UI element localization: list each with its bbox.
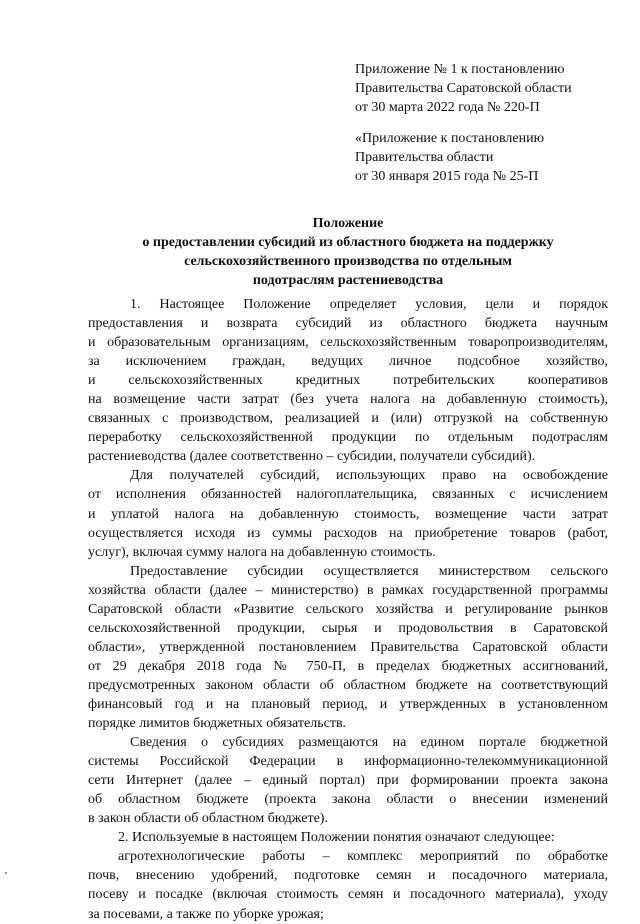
paragraph	[88, 828, 608, 847]
text-line: услуг), включая сумму налога на добавленную стоимость.	[88, 544, 436, 560]
text-line: предоставления и возврата субсидий из областного бюджета научным	[88, 316, 608, 332]
title-line: Положение	[312, 216, 384, 231]
document-body	[88, 295, 608, 924]
text-line: системы Российской Федерации в информационно-телекоммуникационной	[88, 754, 608, 770]
header-line: Правительства Саратовской области	[355, 81, 572, 96]
text-line: почв, внесению удобрений, подготовке семян и посадочного материала,	[88, 868, 608, 884]
text-line: 2. Используемые в настоящем Положении понятия означают следующее:	[118, 830, 555, 846]
text-line: растениеводства (далее соответственно – субсидии, получатели субсидий).	[88, 449, 536, 465]
appendix-header-current	[355, 60, 625, 117]
text-line: за посевами, а также по уборке урожая;	[88, 906, 324, 922]
header-line: Приложение № 1 к постановлению	[355, 62, 565, 77]
paragraph	[88, 847, 608, 923]
text-line: на возмещение части затрат (без учета налога на добавленную стоимость),	[88, 392, 608, 408]
text-line: Сведения о субсидиях размещаются на едином портале бюджетной	[130, 735, 608, 751]
header-line: от 30 марта 2022 года № 220-П	[355, 100, 540, 115]
text-line: переработку сельскохозяйственной продукции по отдельным подотраслям	[88, 430, 608, 446]
text-line: и сельскохозяйственных кредитных потребительских кооперативов	[88, 373, 608, 389]
appendix-header-original	[355, 129, 625, 186]
paragraph	[88, 295, 608, 466]
text-line: сети Интернет (далее – единый портал) при формировании проекта закона	[88, 773, 608, 789]
document-title	[88, 214, 608, 290]
title-line: подотраслям растениеводства	[252, 273, 444, 288]
text-line: об областном бюджете (проекта закона области о внесении изменений	[88, 792, 608, 808]
text-line: связанных с производством, реализацией и (или) отгрузкой на собственную	[88, 411, 608, 427]
text-line: посеву и посадке (включая стоимость семян и посадочного материала), уходу	[88, 887, 608, 903]
text-line: 1. Настоящее Положение определяет условия, цели и порядок	[130, 297, 608, 312]
text-line: Предоставление субсидии осуществляется министерством сельского	[130, 563, 608, 579]
text-line: от 29 декабря 2018 года № 750-П, в пределах бюджетных ассигнований,	[88, 658, 608, 674]
text-line: осуществляется исходя из суммы расходов на приобретение товаров (работ,	[88, 525, 608, 541]
text-line: порядке лимитов бюджетных обязательств.	[88, 716, 347, 732]
text-line: агротехнологические работы – комплекс мероприятий по обработке	[118, 849, 608, 865]
text-line: от исполнения обязанностей налогоплательщика, связанных с исчислением	[88, 487, 608, 503]
text-line: Саратовской области «Развитие сельского хозяйства и регулирование рынков	[88, 601, 608, 617]
text-line: области», утвержденной постановлением Правительства Саратовской области	[88, 639, 608, 655]
scan-speck	[5, 872, 7, 874]
title-line: сельскохозяйственного производства по отдельным	[184, 254, 512, 269]
text-line: сельскохозяйственной продукции, сырья и продовольствия в Саратовской	[88, 620, 608, 636]
paragraph	[88, 562, 608, 733]
text-line: и уплатой налога на добавленную стоимость, возмещение части затрат	[88, 506, 608, 522]
paragraph	[88, 466, 608, 561]
header-line: «Приложение к постановлению	[355, 131, 545, 146]
text-line: и образовательным организациям, сельскохозяйственным товаропроизводителям,	[88, 335, 608, 351]
title-line: о предоставлении субсидий из областного бюджета на поддержку	[142, 235, 554, 250]
text-line: за исключением граждан, ведущих личное подсобное хозяйство,	[88, 354, 608, 370]
text-line: хозяйства области (далее – министерство) в рамках государственной программы	[88, 582, 608, 598]
header-line: Правительства области	[355, 150, 494, 165]
text-line: финансовый год и на плановый период, и утвержденных в установленном	[88, 696, 608, 712]
text-line: предусмотренных законом области об областном бюджете на соответствующий	[88, 677, 608, 693]
text-line: Для получателей субсидий, использующих право на освобождение	[130, 468, 608, 484]
header-line: от 30 января 2015 года № 25-П	[355, 169, 539, 184]
text-line: в закон области об областном бюджете).	[88, 811, 328, 827]
paragraph	[88, 733, 608, 828]
